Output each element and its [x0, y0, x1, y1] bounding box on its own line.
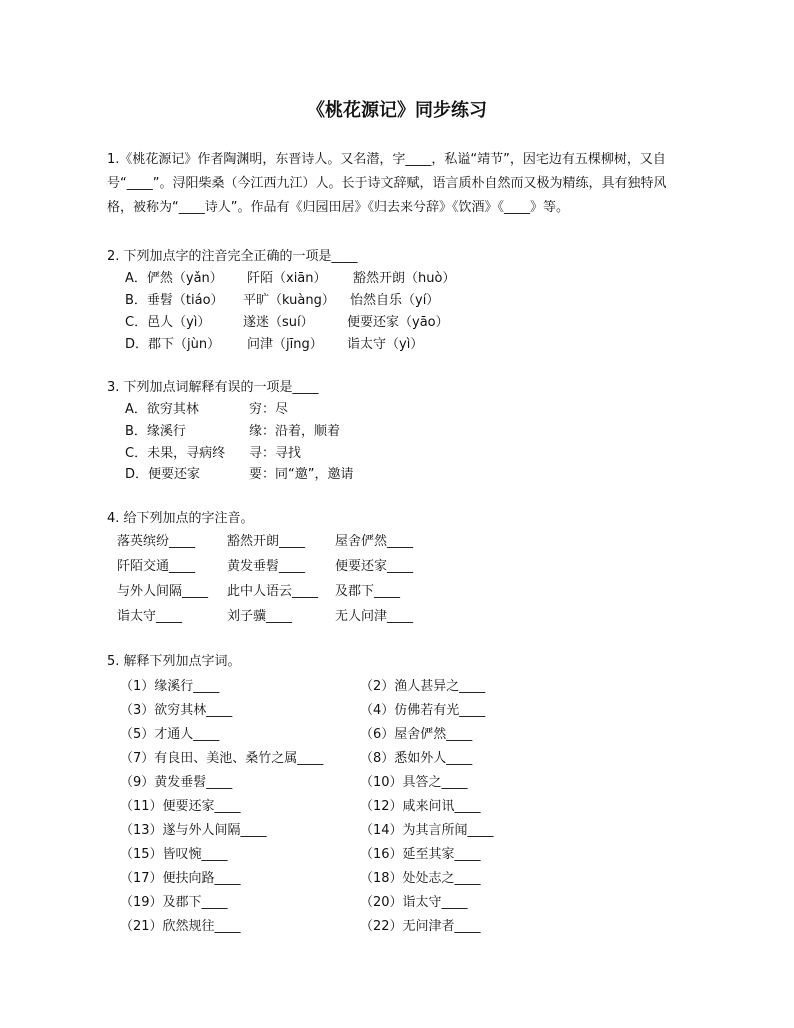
q5-item: （17）便扶向路____: [120, 871, 241, 886]
q5-item: （15）皆叹惋____: [120, 847, 228, 862]
q2-opt: 诣太守（yì）: [347, 337, 424, 352]
q2-opt: 豁然开朗（huò）: [353, 271, 456, 286]
q2-opt: B．垂髫（tiáo）: [125, 293, 224, 308]
q3-opt: 穷：尽: [249, 402, 289, 417]
question-1: [107, 148, 707, 220]
q2-opt: D．郡下（jùn）: [125, 337, 221, 352]
q1-line: 1.《桃花源记》作者陶渊明，东晋诗人。又名潜，字____，私谥“靖节”，因宅边有五棵柳树，又自: [107, 152, 666, 167]
q1-line: 格，被称为“____诗人”。作品有《归园田居》《归去来兮辞》《饮酒》《____》等。: [107, 200, 569, 215]
question-2-stem: 2. 下列加点字的注音完全正确的一项是____: [107, 249, 358, 264]
question-4-stem: 4. 给下列加点的字注音。: [107, 511, 254, 526]
q5-item: （18）处处志之____: [360, 871, 481, 886]
q5-item: （19）及郡下____: [120, 895, 228, 910]
q1-line: 号“____”。浔阳柴桑（今江西九江）人。长于诗文辞赋，语言质朴自然而又极为精练，具有独特风: [107, 176, 667, 191]
q4-item: 此中人语云____: [227, 584, 319, 599]
q4-item: 豁然开朗____: [227, 534, 306, 549]
q5-item: （14）为其言所闻____: [360, 823, 494, 838]
q5-item: （8）悉如外人____: [360, 751, 473, 766]
q3-opt: A．欲穷其林: [125, 402, 199, 417]
q4-item: 黄发垂髫____: [227, 559, 306, 574]
question-5-stem: 5. 解释下列加点字词。: [107, 654, 241, 669]
q4-item: 诣太守____: [117, 609, 183, 624]
q5-item: （16）延至其家____: [360, 847, 481, 862]
q3-opt: C．未果，寻病终: [125, 446, 226, 461]
q5-item: （10）具答之____: [360, 775, 468, 790]
q4-item: 刘子骥____: [227, 609, 293, 624]
q5-item: （7）有良田、美池、桑竹之属____: [120, 751, 324, 766]
q2-opt: 便要还家（yāo）: [347, 315, 449, 330]
q4-item: 无人问津____: [335, 609, 414, 624]
q2-opt: 遂迷（suí）: [243, 315, 314, 330]
q2-opt: 平旷（kuàng）: [243, 293, 335, 308]
q2-opt: 阡陌（xiān）: [247, 271, 327, 286]
q5-item: （4）仿佛若有光____: [360, 703, 486, 718]
q5-item: （12）咸来问讯____: [360, 799, 481, 814]
q3-opt: 寻：寻找: [249, 446, 302, 461]
q5-item: （6）屋舍俨然____: [360, 727, 473, 742]
q5-item: （5）才通人____: [120, 727, 220, 742]
q5-item: （9）黄发垂髫____: [120, 775, 233, 790]
q5-item: （13）遂与外人间隔____: [120, 823, 267, 838]
page-title: 《桃花源记》同步练习: [307, 100, 487, 121]
q4-item: 阡陌交通____: [117, 559, 196, 574]
q5-item: （1）缘溪行____: [120, 679, 220, 694]
q4-item: 便要还家____: [335, 559, 414, 574]
q5-item: （3）欲穷其林____: [120, 703, 233, 718]
q2-opt: C．邑人（yì）: [125, 315, 211, 330]
q3-opt: 要：同“邀”，邀请: [249, 467, 354, 482]
q4-item: 及郡下____: [335, 584, 401, 599]
q3-opt: 缘：沿着，顺着: [249, 424, 341, 439]
q2-opt: A．俨然（yǎn）: [125, 271, 223, 286]
q5-item: （11）便要还家____: [120, 799, 241, 814]
q2-opt: 怡然自乐（yí）: [350, 293, 440, 308]
q5-item: （2）渔人甚异之____: [360, 679, 486, 694]
q3-opt: B．缘溪行: [125, 424, 186, 439]
q2-opt: 问津（jīng）: [247, 337, 323, 352]
q4-item: 屋舍俨然____: [335, 534, 414, 549]
question-3-stem: 3. 下列加点词解释有误的一项是____: [107, 380, 319, 395]
q5-item: （22）无问津者____: [360, 919, 481, 934]
q5-item: （20）诣太守____: [360, 895, 468, 910]
q4-item: 与外人间隔____: [117, 584, 209, 599]
q4-item: 落英缤纷____: [117, 534, 196, 549]
q5-item: （21）欣然规往____: [120, 919, 241, 934]
q3-opt: D．便要还家: [125, 467, 201, 482]
